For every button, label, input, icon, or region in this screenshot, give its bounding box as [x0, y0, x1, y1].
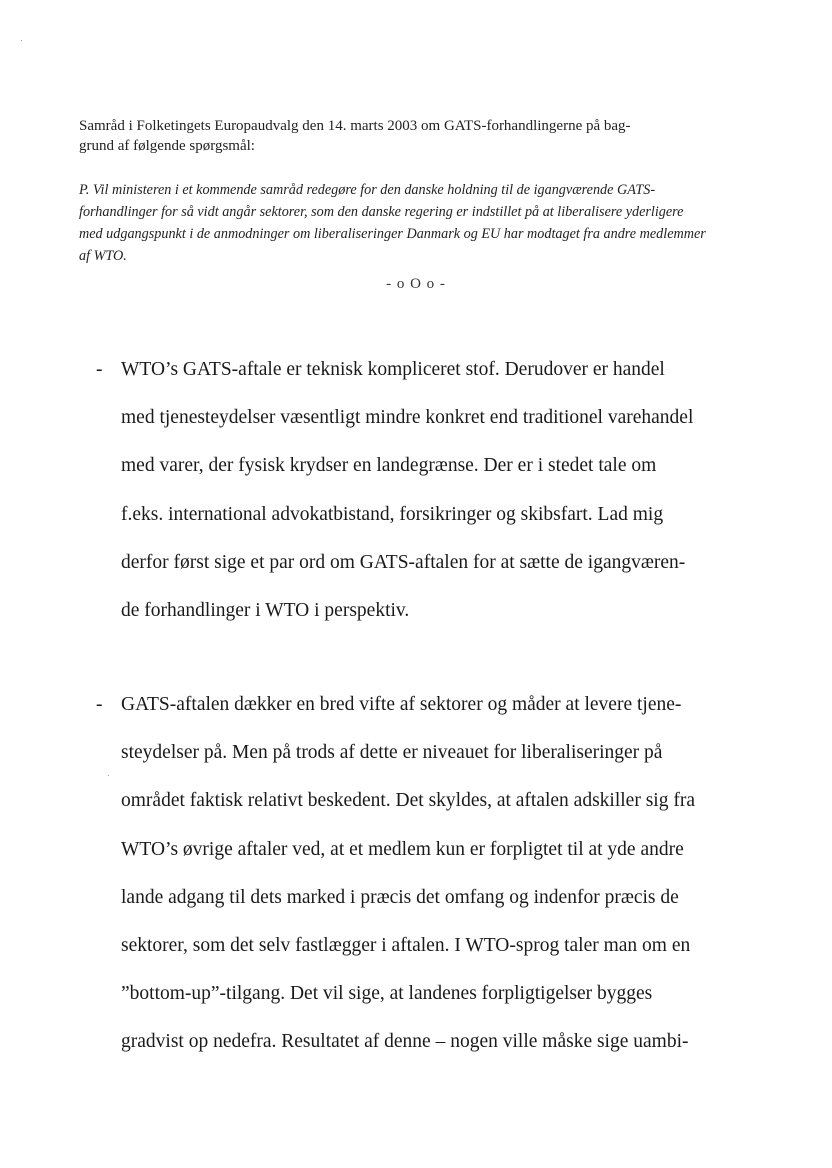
- intro-line-2: grund af følgende spørgsmål:: [79, 138, 255, 154]
- bullet-dash: -: [96, 694, 103, 715]
- question-line: af WTO.: [79, 248, 127, 264]
- paragraph-line: WTO’s øvrige aftaler ved, at et medlem kun er forpligtet til at yde andre: [121, 838, 684, 860]
- question-line: forhandlinger for så vidt angår sektorer, som den danske regering er indstillet på at liberalisere yderligere: [79, 204, 684, 220]
- intro-heading: [79, 116, 749, 156]
- scan-speck: [21, 40, 22, 41]
- question-block: [79, 179, 759, 267]
- intro-line-1: Samråd i Folketingets Europaudvalg den 14. marts 2003 om GATS-forhandlingerne på bag-: [79, 118, 631, 134]
- bullet-paragraph-1: [96, 346, 756, 635]
- question-line: med udgangspunkt i de anmodninger om liberaliseringer Danmark og EU har modtaget fra andre medlemmer: [79, 226, 706, 242]
- paragraph-line: med tjenesteydelser væsentligt mindre konkret end traditionel varehandel: [121, 407, 694, 429]
- question-line: P. Vil ministeren i et kommende samråd redegøre for den danske holdning til de igangværende GATS-: [79, 182, 656, 198]
- section-separator: - o O o -: [386, 276, 446, 292]
- paragraph-line: WTO’s GATS-aftale er teknisk kompliceret stof. Derudover er handel: [121, 359, 665, 380]
- paragraph-line: gradvist op nedefra. Resultatet af denne – nogen ville måske sige uambi-: [121, 1031, 689, 1053]
- paragraph-line: steydelser på. Men på trods af dette er niveauet for liberaliseringer på: [121, 742, 663, 764]
- paragraph-line: GATS-aftalen dækker en bred vifte af sektorer og måder at levere tjene-: [121, 694, 682, 715]
- paragraph-line: derfor først sige et par ord om GATS-aftalen for at sætte de igangværen-: [121, 551, 686, 573]
- paragraph-text: [121, 681, 756, 1067]
- paragraph-line: f.eks. international advokatbistand, forsikringer og skibsfart. Lad mig: [121, 503, 664, 525]
- paragraph-line: sektorer, som det selv fastlægger i aftalen. I WTO-sprog taler man om en: [121, 935, 691, 957]
- paragraph-line: de forhandlinger i WTO i perspektiv.: [121, 600, 410, 622]
- paragraph-line: ”bottom-up”-tilgang. Det vil sige, at landenes forpligtigelser bygges: [121, 983, 653, 1005]
- paragraph-line: området faktisk relativt beskedent. Det skyldes, at aftalen adskiller sig fra: [121, 790, 695, 812]
- paragraph-text: [121, 346, 756, 635]
- bullet-paragraph-2: [96, 681, 756, 1067]
- bullet-dash: -: [96, 359, 103, 380]
- paragraph-line: lande adgang til dets marked i præcis det omfang og indenfor præcis de: [121, 886, 679, 908]
- paragraph-line: med varer, der fysisk krydser en landegrænse. Der er i stedet tale om: [121, 455, 657, 477]
